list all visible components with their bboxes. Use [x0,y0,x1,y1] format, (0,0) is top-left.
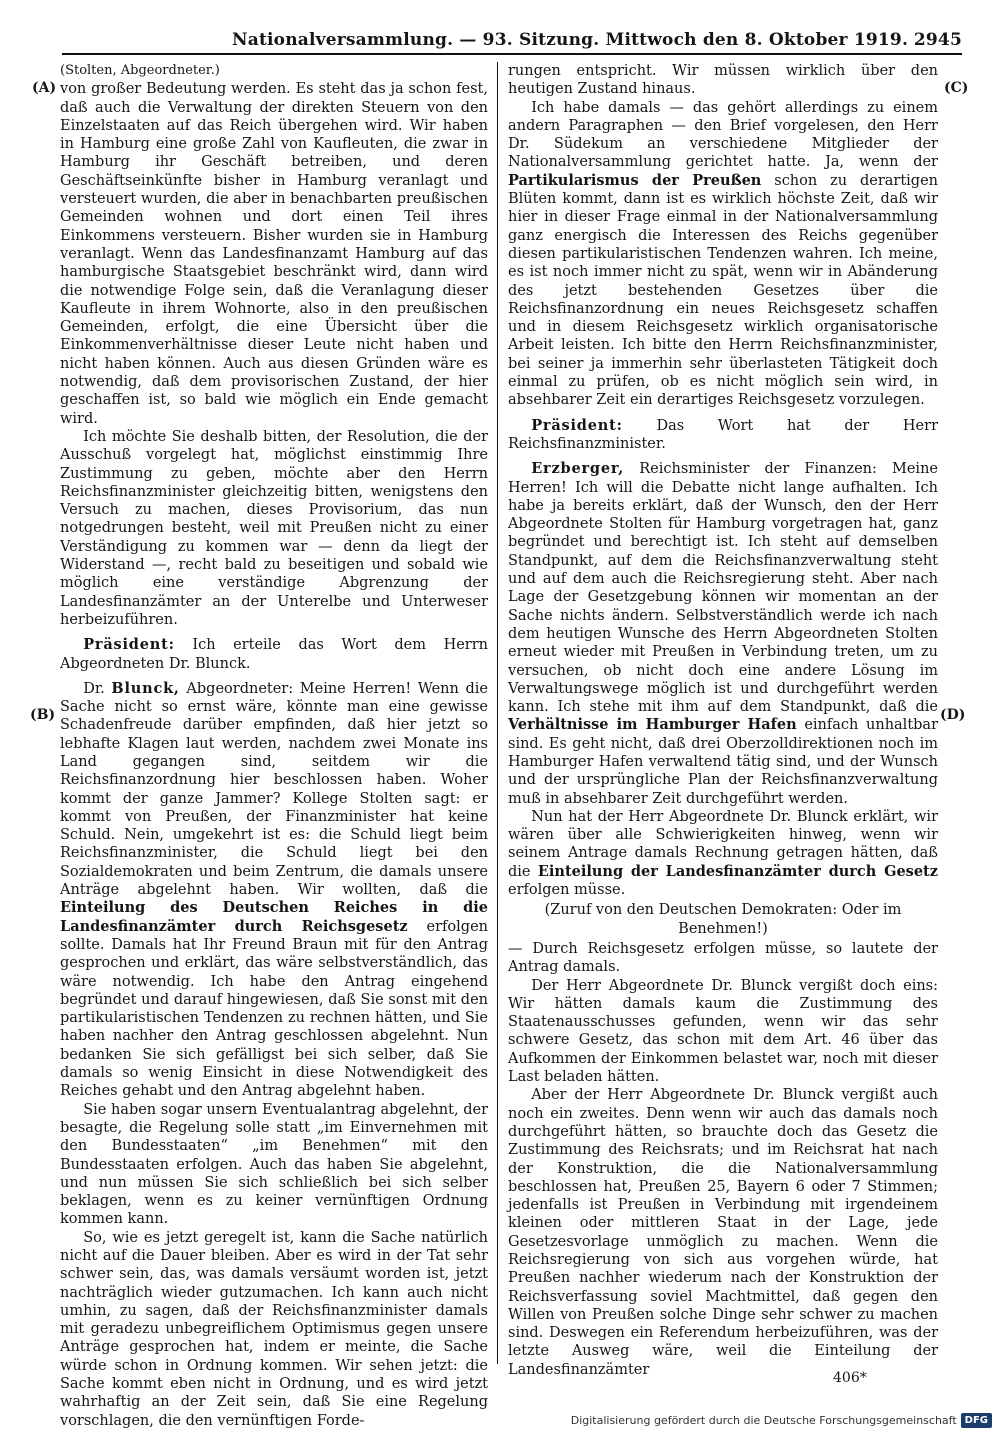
page-number: 2945 [913,30,962,50]
speaker-name: Erzberger, [531,460,625,478]
paragraph-text: Ich erteile das Wort dem Herrn Abgeordneten Dr. Blunck. [60,637,488,672]
paragraph-text: Nun hat der Herr Abgeordnete Dr. Blunck erklärt, wir wären über alle Schwierigkeiten hinweg, wenn wir seinem Antrage damals Rechnung getragen hätten, daß die [508,808,938,880]
speaker-paragraph [60,680,488,1101]
digitization-credit [571,1413,992,1428]
dfg-logo: DFG [961,1413,992,1428]
header-rule [62,53,962,55]
paragraph-text: Ich habe damals — das gehört allerdings zu einem andern Paragraphen — den Brief vorgelesen, den Herr Dr. Südekum an verschiedene Mitglieder der Nationalversammlung gerichtet hatte. Ja, wenn der [508,99,938,171]
paragraph: Aber der Herr Abgeordnete Dr. Blunck vergißt auch noch ein zweites. Denn wenn wir auch das damals noch durchgeführt hätten, so brauchte doch das Gesetz die Zustimmung des Reichsrats; und im Reichsrat hat nach der Konstruktion, die die Nationalversammlung beschlossen hat, Preußen 25, Bayern 6 oder 7 Stimmen; jedenfalls ist Preußen in Verbindung mit irgendeinem kleinen oder mittleren Staat in der Lage, jede Gesetzesvorlage unmöglich zu machen. Wenn die Reichsregierung von sich aus vorgehen würde, hat Preußen nachher wiederum nach der Konstruktion der Reichsverfassung soviel Machtmittel, daß gegen den Willen von Preußen solche Dinge sehr schwer zu machen sind. Deswegen ein Referendum herbeizuführen, was der letzte Ausweg wäre, weil die Einteilung der Landesfinanzämter [508,1087,938,1378]
paragraph-text: einfach unhaltbar sind. Es geht nicht, daß drei Oberzolldirektionen noch im Hamburger Hafen verwaltend tätig sind, und der Wunsch und der ursprüngliche Plan der Reichsfinanzverwaltung muß in absehbarer Zeit durchgeführt werden. [508,717,939,807]
paragraph [508,99,938,410]
credit-text: Digitalisierung gefördert durch die Deutsche Forschungsgemeinschaft [570,1414,957,1427]
paragraph: So, wie es jetzt geregelt ist, kann die Sache natürlich nicht auf die Dauer bleiben. Aber es wird in der Tat sehr schwer sein, das, was damals versäumt worden ist, jetzt nachträglich wieder gutzumachen. Ich kann auch nicht umhin, zu sagen, daß der Reichsfinanzminister damals mit geradezu unbegreiflichem Optimismus gegen unsere Anträge gesprochen hat, indem er meinte, die Sache würde schon in Ordnung kommen. Wir sehen jetzt: die Sache kommt eben nicht in Ordnung, und es wird jetzt wahrhaftig an der Zeit sein, daß Sie eine Regelung vorschlagen, die den vernünftigen Forde- [60,1229,488,1429]
margin-marker-b: (B) [30,707,56,723]
paragraph-text: Reichsminister der Finanzen: Meine Herren! Ich will die Debatte nicht lange aufhalten. Ich habe ja bereits erklärt, daß der Wunsch, den der Herr Abgeordnete Stolten für Hamburg vorgetragen hat, ganz begründet und berechtigt ist. Ich steht auf demselben Standpunkt, auf dem die Reichsfinanzverwaltung steht und auf dem auch die Reichsregierung steht. Aber nach Lage der Gesetzgebung können wir momentan an der Sache nichts ändern. Selbstverständlich werde ich nach dem heutigen Wunsche des Herrn Abgeordneten Stolten erneut wieder mit Preußen in Verbindung treten, um zu versuchen, ob nicht doch eine andere Lösung im Verwaltungswege möglich ist und durchgeführt werden kann. Ich stehe mit ihm auf dem Standpunkt, daß die [508,461,938,716]
paragraph-text: schon zu derartigen Blüten kommt, dann ist es wirklich höchste Zeit, daß wir hier in dieser Frage einmal in der Nationalversammlung ganz energisch die Interessen des Reichs gegenüber diesen partikularistischen Tendenzen wahren. Ich meine, es ist noch immer nicht zu spät, wenn wir in Abänderung des jetzt bestehenden Gesetzes über die Reichsfinanzordnung ein neues Reichsgesetz schaffen und in diesem Reichsgesetz wirklich organisatorische Arbeit leisten. Ich bitte den Herrn Reichsfinanzminister, bei seiner ja immerhin sehr überlasteten Tätigkeit doch einmal zu prüfen, ob es nicht möglich sein wird, in absehbarer Zeit ein derartiges Reichsgesetz vorzulegen. [508,172,939,409]
paragraph-text: erfolgen sollte. Damals hat Ihr Freund Braun mit für den Antrag gesprochen und erklärt, das wäre selbstverständlich, das wäre notwendig. Ich habe den Antrag eingehend begründet und darauf hingewiesen, daß Sie sonst mit den partikularistischen Tendenzen zu rechnen hätten, und Sie haben nachher den Antrag geschlossen abgelehnt. Nun bedanken Sie sich gefälligst bei sich selber, daß Sie damals so wenig Einsicht in diese Notwendigkeit des Reiches gehabt und den Antrag abgelehnt haben. [60,918,488,1100]
emphasis-text: Einteilung der Landesfinanzämter durch Gesetz [537,862,938,880]
speaker-paragraph [508,460,938,808]
speaker-paragraph [60,636,488,673]
running-head [232,30,962,50]
interjection: (Zuruf von den Deutschen Demokraten: Oder im Benehmen!) [544,902,902,937]
emphasis-text: Verhältnisse im Hamburger Hafen [508,716,797,734]
speaker-name: Präsident: [531,416,623,434]
paragraph: Ich möchte Sie deshalb bitten, der Resolution, die der Ausschuß vorgelegt hat, möglichst einstimmig Ihre Zustimmung zu geben, möchte aber den Herrn Reichsfinanzminister gleichzeitig bitten, wenigstens den Versuch zu machen, dieses Provisorium, das nun notgedrungen besteht, weil mit Preußen nicht zu einer Verständigung zu kommen war — denn da liegt der Widerstand —, recht bald zu beseitigen und sobald wie möglich eine verständige Abgrenzung der Landesfinanzämter an der Unterelbe und Unterweser herbeizuführen. [60,428,488,628]
emphasis-text: Partikularismus der Preußen [508,171,762,189]
signature-folio: 406* [833,1370,867,1386]
margin-marker-d: (D) [940,707,966,723]
paragraph: — Durch Reichsgesetz erfolgen müsse, so lautete der Antrag damals. [508,940,938,976]
margin-marker-a: (A) [32,80,57,96]
speaker-caption: (Stolten, Abgeordneter.) [60,63,220,78]
speaker-paragraph [508,417,938,454]
margin-marker-c: (C) [944,80,969,96]
emphasis-text: Einteilung des Deutschen Reiches in die Landesfinanzämter durch Reichsgesetz [60,899,488,935]
speaker-name: Blunck, [111,679,180,697]
paragraph: rungen entspricht. Wir müssen wirklich über den heutigen Zustand hinaus. [508,63,938,98]
running-head-text: Nationalversammlung. — 93. Sitzung. Mittwoch den 8. Oktober 1919. [232,30,909,50]
paragraph: Sie haben sogar unsern Eventualantrag abgelehnt, der besagte, die Regelung solle statt „im Einvernehmen mit den Bundesstaaten“ „im Benehmen“ mit den Bundesstaaten erfolgen. Auch das haben Sie abgelehnt, und nun müssen Sie sich schließlich bei sich selber beklagen, wenn es zu keiner vernünftigen Ordnung kommen kann. [60,1101,488,1228]
paragraph [508,808,938,899]
column-rule [497,62,498,1364]
paragraph-text: Abgeordneter: Meine Herren! Wenn die Sache nicht so ernst wäre, könnte man eine gewisse Schadenfreude darüber empfinden, daß hier jetzt so lebhafte Klagen laut werden, nachdem zwei Monate ins Land gegangen sind, seitdem wir die Reichsfinanzordnung hier beschlossen haben. Woher kommt der ganze Jammer? Kollege Stolten sagt: er kommt von Preußen, der Finanzminister hat keine Schuld. Nein, umgekehrt ist es: die Schuld liegt beim Reichsfinanzminister, die Schuld liegt bei den Sozialdemokraten und beim Zentrum, die damals unsere Anträge abgelehnt haben. Wir wollten, daß die [60,680,488,899]
paragraph: von großer Bedeutung werden. Es steht das ja schon fest, daß auch die Verwaltung der direkten Steuern von den Einzelstaaten auf das Reich übergehen wird. Wir haben in Hamburg eine große Zahl von Kaufleuten, die zwar in Hamburg ihr Geschäft betreiben, und deren Geschäftseinkünfte bisher in Hamburg veranlagt und versteuert wurden, die aber in benachbarten preußischen Gemeinden wohnen und dort einen Teil ihres Einkommens versteuern. Bisher wurden sie in Hamburg veranlagt. Wenn das Landesfinanzamt Hamburg auf das hamburgische Staatsgebiet beschränkt wird, dann wird die notwendige Folge sein, daß die Veranlagung dieser Kaufleute in ihrem Wohnorte, also in den preußischen Gemeinden, erfolgt, die eine Übersicht über die Einkommenverhältnisse dieser Leute nicht haben und nicht haben können. Auch aus diesen Gründen wäre es notwendig, daß dem provisorischen Zustand, der hier geschaffen ist, so bald wie möglich ein Ende gemacht wird. [60,81,488,427]
right-column [508,62,938,1379]
paragraph: Der Herr Abgeordnete Dr. Blunck vergißt doch eins: Wir hätten damals kaum die Zustimmung des Staatenausschusses gefunden, wenn wir das sehr schwere Gesetz, das schon mit dem Art. 46 über das Aufkommen der Einkommen belastet war, noch mit dieser Last beladen hätten. [508,977,938,1086]
paragraph-text: erfolgen müsse. [508,882,626,899]
speaker-name: Präsident: [83,636,175,654]
left-column [60,62,488,1430]
paragraph-text: Das Wort hat der Herr Reichsfinanzminister. [508,417,939,452]
speaker-title: Dr. [83,680,105,697]
